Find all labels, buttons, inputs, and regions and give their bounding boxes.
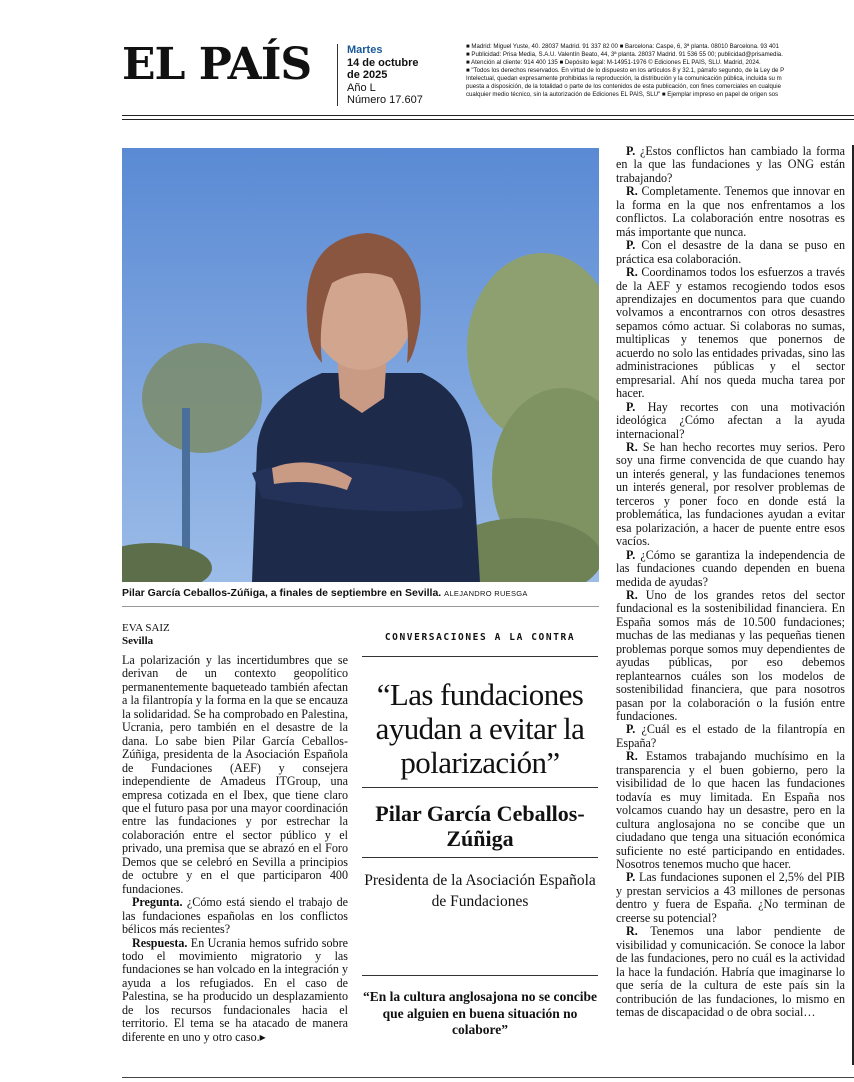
impressum-line: cualquier medio técnico, sin la autorización de Ediciones EL PAÍS, SLU" ■ Ejemplar impreso en papel de origen sos (466, 91, 779, 98)
masthead-rule (122, 119, 854, 120)
qa-paragraph: R. Completamente. Tenemos que innovar en la forma en la que nos enfrentamos a los conflictos. La colaboración entre nosotras es más importante que nunca. (616, 184, 845, 239)
impressum-line: Intelectual, quedan expresamente prohibidas la reproducción, la distribución y la comunicación pública, incluida su m (466, 75, 782, 82)
impressum-line: puesta a disposición, de la totalidad o parte de los contenidos de esta publicación, con fines comerciales en cualquie (466, 83, 782, 90)
masthead-rule (122, 115, 854, 116)
masthead-date: 14 de octubre de 2025 (347, 56, 419, 81)
qa-paragraph: R. Estamos trabajando muchísimo en la transparencia y el buen gobierno, pero la visibilidad de lo que hacen las fundaciones todavía es muy limitada. En España nos volcamos cuando hay un desastre, pero en la cultura anglosajona no se concibe que un ciudadano que tenga una situación económica suficiente no esté participando en entidades. Nosotros tenemos mucho que hacer. (616, 749, 845, 872)
qa-paragraph: P. ¿Cómo se garantiza la independencia de las fundaciones cuando dependen en buena medida de ayudas? (616, 547, 845, 589)
interviewee-role: Presidenta de la Asociación Española de Fundaciones (364, 872, 596, 910)
qa-paragraph: R. Se han hecho recortes muy serios. Pero soy una firme convencida de que cuando hay un interés general, y las fundaciones tenemos un interés general, por resolver problemas de terceros y poner foco en donde está la problemática, las fundaciones ayudan a evitar esa polarización, a hacer de puente entre esos vacíos. (616, 439, 845, 549)
answer-paragraph: Respuesta. En Ucrania hemos sufrido sobre todo el movimiento migratorio y las fundaciones se han volcado en la integración y ayuda a los refugiados. En el caso de Palestina, se ha producido un desplazamiento de los recursos fundacionales hacia el territorio. El tema se ha atacado de manera diferente en uno y otro caso.▸ (122, 935, 349, 1044)
headline-rule (362, 787, 598, 788)
headline: “Las fundaciones ayudan a evitar la polarización” (375, 677, 585, 780)
masthead-issue: Número 17.607 (347, 94, 423, 106)
intro-paragraph: La polarización y las incertidumbres que se derivan de un contexto geopolítico permanentemente baqueteado también afectan a la filantropía y la forma en la que se encauza la solidaridad. Se ha comprobado en Palestina, Ucrania, pero también en el desastre de la dana. Lo sabe bien Pilar García Ceballos-Zúñiga, presidenta de la Asociación Española de Fundaciones (AEF) y consejera independiente de Amadeus ITGroup, una empresa cotizada en el Ibex, que tiene claro que el futuro pasa por una mayor coordinación entre las fundaciones y por estrechar la colaboración entre el sector público y el privado, una premisa que se abrazó en el Foro Demos que se celebró en Sevilla a principios de octubre y en el que participaron 400 fundaciones. (122, 653, 349, 896)
portrait-illustration (122, 148, 599, 582)
name-rule (362, 857, 598, 858)
photo-credit: ALEJANDRO RUESGA (444, 589, 528, 598)
caption-text: Pilar García Ceballos-Zúñiga, a finales de septiembre en Sevilla. (122, 587, 442, 599)
pullquote: “En la cultura anglosajona no se concibe que alguien en buena situación no colabore” (362, 989, 598, 1037)
impressum-line: ■ Atención al cliente: 914 400 135 ■ Depósito legal: M-14951-1976 © Ediciones EL PAÍS, SLU. Madrid, 2024. (466, 59, 761, 66)
pullquote-rule (362, 975, 598, 976)
qa-paragraph: R. Coordinamos todos los esfuerzos a través de la AEF y estamos recogiendo todos esos aprendizajes en documentos para que cuando volvamos a encontrarnos con otros desastres sepamos cómo actuar. Si colaboras no sumas, multiplicas y tenemos que ponernos de acuerdo no solo las entidades privadas, sino las administraciones públicas y el sector empresarial. Ahí nos queda mucha tarea por hacer. (616, 265, 845, 401)
impressum (466, 43, 854, 99)
qa-paragraph: P. Las fundaciones suponen el 2,5% del PIB y prestan servicios a 43 millones de personas dentro y fuera de España. ¿No terminan de creerse su potencial? (616, 870, 845, 925)
left-column (122, 654, 348, 1044)
bottom-rule (122, 1077, 854, 1078)
dateline: Sevilla (122, 635, 154, 647)
masthead-divider (337, 44, 338, 106)
portrait-photo (122, 148, 599, 582)
masthead-date-block (347, 44, 427, 107)
interviewee-name: Pilar García Ceballos-Zúñiga (375, 801, 585, 851)
caption-rule (122, 606, 599, 607)
impressum-line: ■ Publicidad: Prisa Media, S.A.U. Valentín Beato, 44, 3ª planta. 28037 Madrid. 91 536 55 00; publicidad@prisamedia. (466, 51, 783, 58)
right-column (616, 145, 845, 1019)
qa-paragraph: R. Uno de los grandes retos del sector fundacional es la sostenibilidad financiera. En España somos más de 10.500 fundaciones; muchas de las medianas y las pequeñas tienen problemas porque somos muy dependientes de ayudas públicas, por eso debemos replantearnos cuáles son los modelos de sostenibilidad financiera, que para nosotros pasan por la colaboración o la fusión entre fundaciones. (616, 587, 845, 724)
qa-paragraph: P. ¿Cuál es el estado de la filantropía en España? (616, 722, 845, 750)
masthead-logo: EL PAÍS (122, 39, 312, 90)
qa-paragraph: P. Con el desastre de la dana se puso en práctica esa colaboración. (616, 238, 845, 266)
byline (122, 622, 170, 648)
impressum-line: ■ Madrid: Miguel Yuste, 40. 28037 Madrid. 91 337 82 00 ■ Barcelona: Caspe, 6, 3ª planta. 08010 Barcelona. 93 401 (466, 43, 780, 50)
qa-paragraph: P. ¿Estos conflictos han cambiado la forma en la que las fundaciones y las ONG están trabajando? (616, 144, 845, 185)
section-kicker: CONVERSACIONES A LA CONTRA (384, 632, 576, 643)
photo-caption (122, 587, 602, 600)
question-paragraph: Pregunta. ¿Cómo está siendo el trabajo de las fundaciones españolas en los conflictos bélicos más recientes? (122, 895, 348, 937)
qa-paragraph: P. Hay recortes con una motivación ideológica ¿Cómo afectan a la ayuda internacional? (616, 399, 845, 441)
masthead-year: Año L (347, 81, 376, 94)
masthead-weekday: Martes (347, 44, 383, 56)
impressum-line: ■ "Todos los derechos reservados. En virtud de lo dispuesto en los artículos 8 y 32.1, párrafo segundo, de la Ley de P (466, 67, 785, 74)
kicker-rule (362, 656, 598, 657)
author-name: EVA SAIZ (122, 622, 170, 634)
qa-paragraph: R. Tenemos una labor pendiente de visibilidad y comunicación. Se conoce la labor de las fundaciones, pero no cuál es la actividad la hace la fundación. Habría que imaginarse lo que sería de la cultura de este país sin la contribución de las fundaciones, lo mismo en temas de discapacidad o de obra social… (616, 924, 845, 1019)
